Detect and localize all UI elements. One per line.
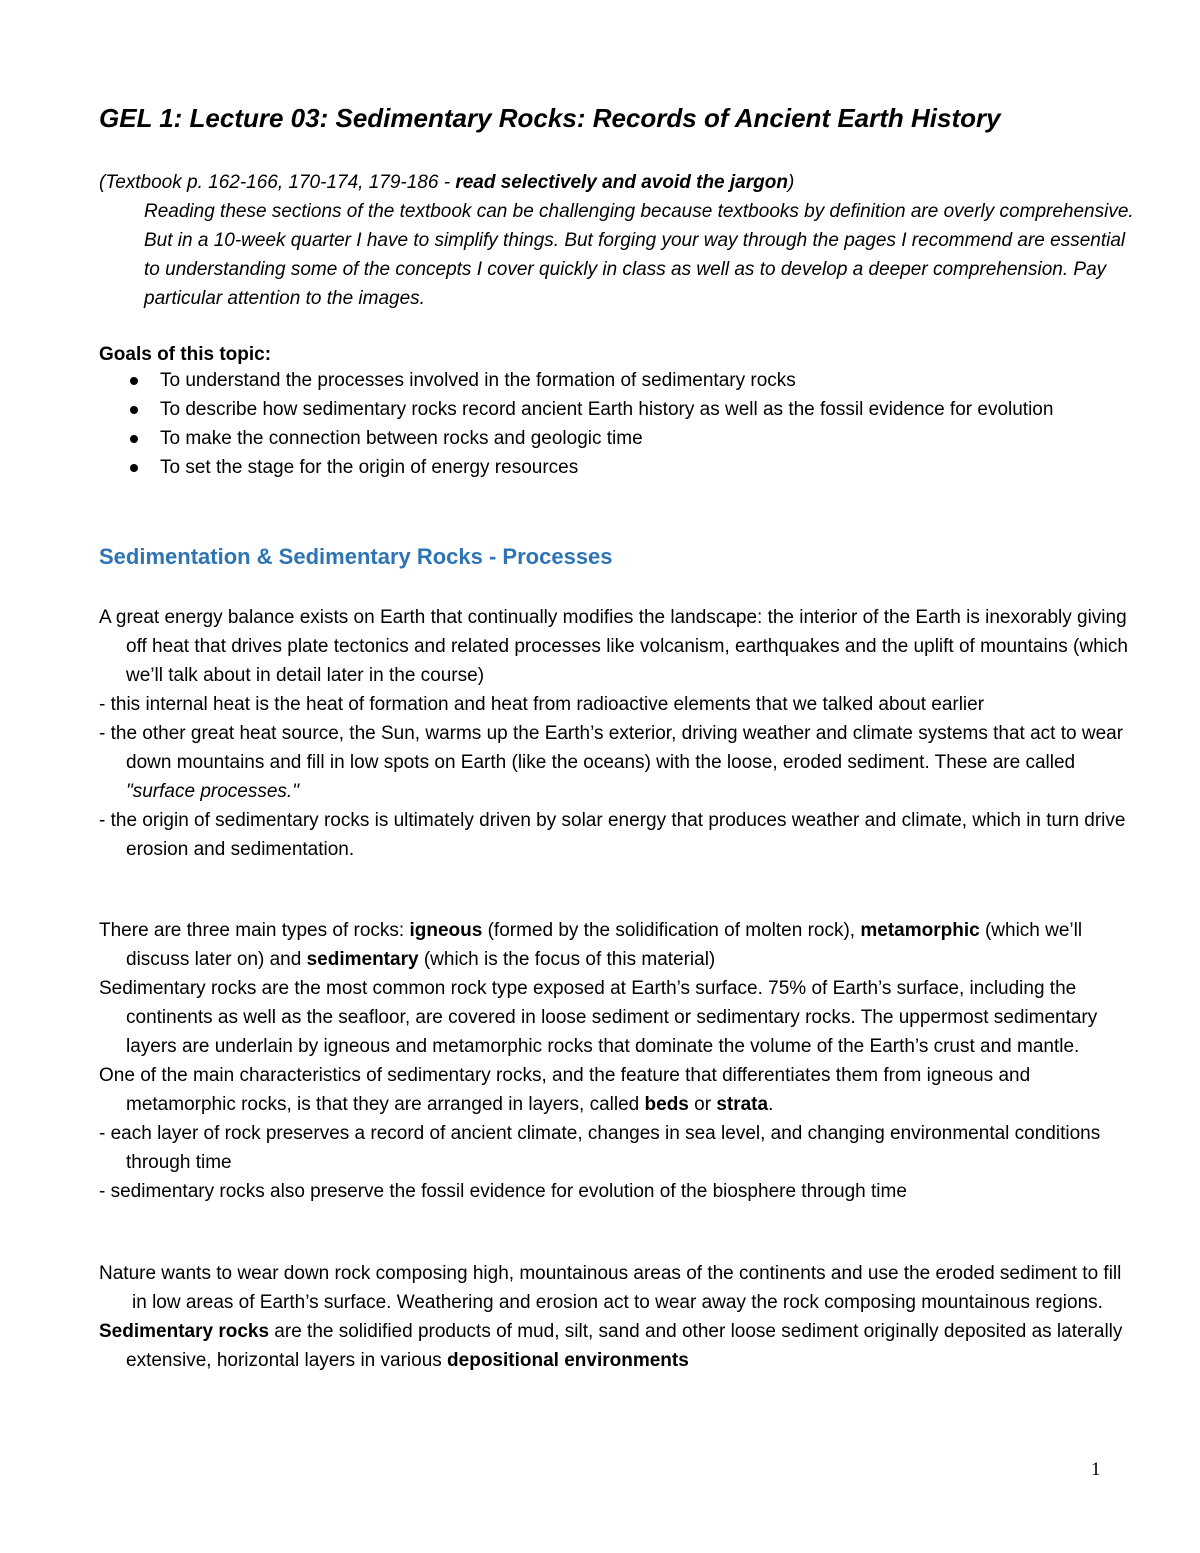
paragraph-solar-origin: - the origin of sedimentary rocks is ultimately driven by solar energy that produces weather and climate, which in turn drive erosion and sedimentation. xyxy=(99,810,1126,860)
section-heading: Sedimentation & Sedimentary Rocks - Processes xyxy=(99,544,613,569)
rock-types-text: (formed by the solidification of molten rock), xyxy=(482,920,861,941)
paragraph-rock-types xyxy=(99,916,1129,974)
energy-balance-block xyxy=(99,603,1129,864)
rock-types-text: (which we’ll discuss later on) and xyxy=(126,920,1083,970)
rock-types-block xyxy=(99,916,1129,1206)
layers-text: One of the main characteristics of sedimentary rocks, and the feature that differentiates them from igneous and metamorphic rocks, is that they are arranged in layers, called xyxy=(99,1065,1031,1115)
layers-text: or xyxy=(688,1094,717,1115)
paragraph-nature: Nature wants to wear down rock composing high, mountainous areas of the continents and use the eroded sediment to fill in low areas of Earth’s surface. Weathering and erosion act to wear away the rock composing mountainous regions. xyxy=(99,1263,1122,1313)
term-sedimentary-rocks: Sedimentary rocks xyxy=(99,1321,270,1342)
textbook-reference xyxy=(99,168,794,197)
bullet-icon xyxy=(130,464,138,472)
paragraph-definition xyxy=(99,1317,1129,1375)
term-beds: beds xyxy=(644,1094,689,1115)
textbook-close: ) xyxy=(787,172,795,193)
page-number: 1 xyxy=(1091,1459,1101,1480)
list-item xyxy=(126,366,1126,395)
bullet-icon xyxy=(130,435,138,443)
paragraph-internal-heat: - this internal heat is the heat of formation and heat from radioactive elements that we talked about earlier xyxy=(99,694,985,715)
bullet-icon xyxy=(130,377,138,385)
rock-types-text: (which is the focus of this material) xyxy=(418,949,716,970)
goals-list xyxy=(126,366,1126,482)
term-depositional-environments: depositional environments xyxy=(447,1350,689,1371)
reading-note: Reading these sections of the textbook can be challenging because textbooks by definition are overly comprehensive. But in a 10-week quarter I have to simplify things. But forging your way through the pages I recommend are essential to understanding some of the concepts I cover quickly in class as well as to develop a deeper comprehension. Pay particular attention to the images. xyxy=(144,201,1134,309)
list-item xyxy=(126,453,1126,482)
term-metamorphic: metamorphic xyxy=(860,920,980,941)
sun-heat-text: - the other great heat source, the Sun, warms up the Earth’s exterior, driving weather and climate systems that act to wear down mountains and fill in low spots on Earth (like the oceans) with the loose, eroded sediment. These are called xyxy=(99,723,1124,773)
term-sedimentary: sedimentary xyxy=(306,949,419,970)
layers-text: . xyxy=(768,1094,774,1115)
goal-text: To make the connection between rocks and geologic time xyxy=(160,428,643,449)
paragraph-energy-balance: A great energy balance exists on Earth that continually modifies the landscape: the interior of the Earth is inexorably giving off heat that drives plate tectonics and related processes like volcanism, earthquakes and the uplift of mountains (which we’ll talk about in detail later in the course) xyxy=(99,607,1128,686)
paragraph-layers xyxy=(99,1061,1129,1119)
bullet-icon xyxy=(130,406,138,414)
paragraph-most-common: Sedimentary rocks are the most common rock type exposed at Earth’s surface. 75% of Earth’s surface, including the continents as well as the seafloor, are covered in loose sediment or sedimentary rocks. The uppermost sedimentary layers are underlain by igneous and metamorphic rocks that dominate the volume of the Earth’s crust and mantle. xyxy=(99,978,1098,1057)
paragraph-sun-heat xyxy=(99,719,1129,806)
goal-text: To set the stage for the origin of energy resources xyxy=(160,457,579,478)
textbook-pages: (Textbook p. 162-166, 170-174, 179-186 - xyxy=(99,172,456,193)
surface-processes-term: "surface processes." xyxy=(126,781,299,802)
list-item xyxy=(126,424,1126,453)
goal-text: To describe how sedimentary rocks record ancient Earth history as well as the fossil evidence for evolution xyxy=(160,399,1054,420)
textbook-advice: read selectively and avoid the jargon xyxy=(455,172,788,193)
goals-heading: Goals of this topic: xyxy=(99,344,272,365)
goal-text: To understand the processes involved in the formation of sedimentary rocks xyxy=(160,370,796,391)
rock-types-text: There are three main types of rocks: xyxy=(99,920,410,941)
term-strata: strata xyxy=(716,1094,769,1115)
term-igneous: igneous xyxy=(409,920,483,941)
definition-block xyxy=(99,1259,1129,1375)
paragraph-fossil-evidence: - sedimentary rocks also preserve the fossil evidence for evolution of the biosphere through time xyxy=(99,1181,907,1202)
lecture-title: GEL 1: Lecture 03: Sedimentary Rocks: Records of Ancient Earth History xyxy=(99,103,1001,133)
list-item xyxy=(126,395,1126,424)
definition-text: are the solidified products of mud, silt, sand and other loose sediment originally deposited as laterally extensive, horizontal layers in various xyxy=(126,1321,1123,1371)
paragraph-layer-record: - each layer of rock preserves a record of ancient climate, changes in sea level, and changing environmental conditions through time xyxy=(99,1123,1101,1173)
